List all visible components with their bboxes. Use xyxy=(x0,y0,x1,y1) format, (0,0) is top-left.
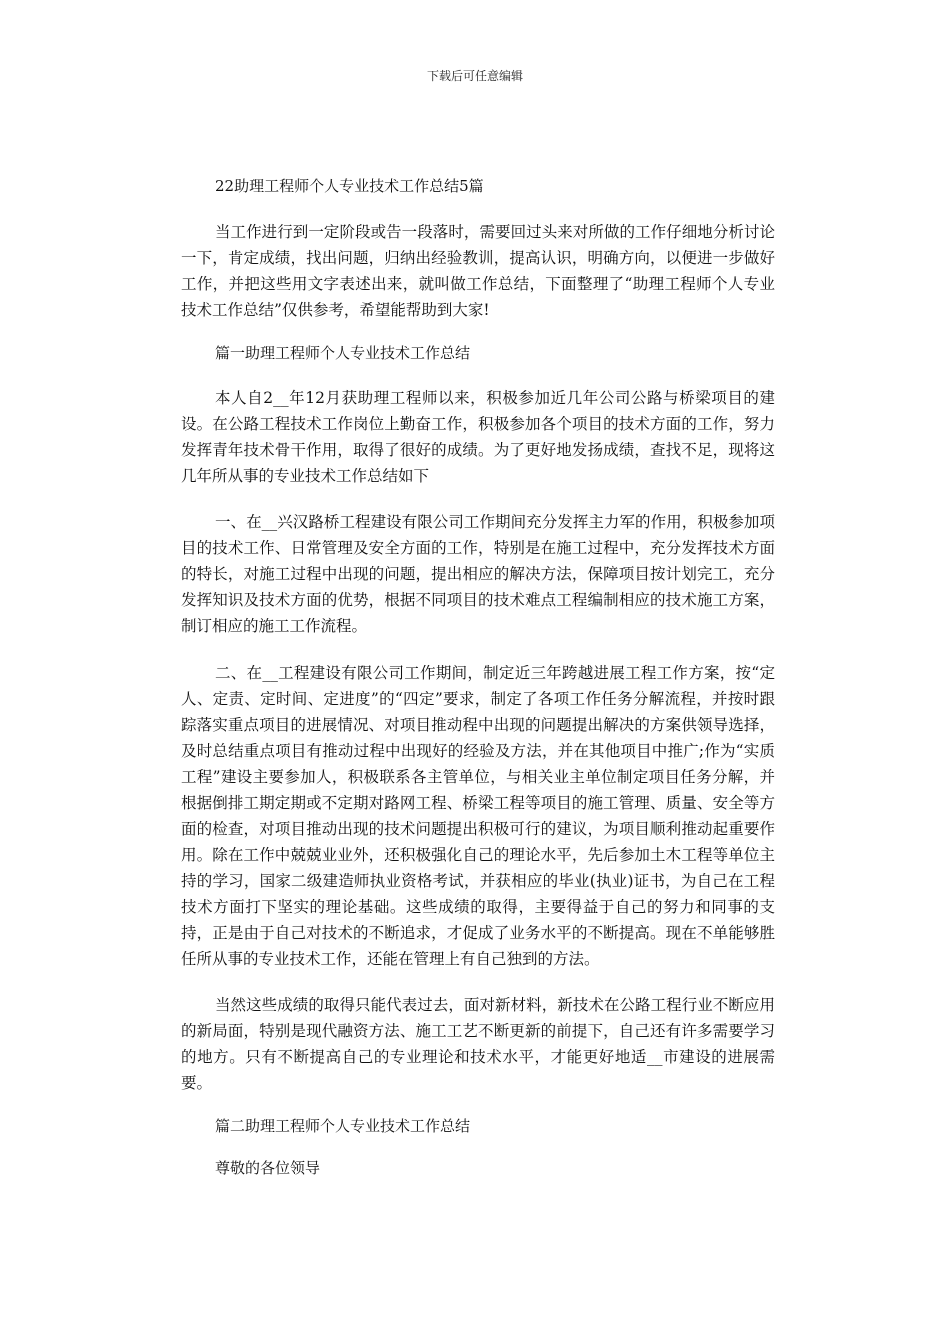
paragraph-1: 本人自2__年12月获助理工程师以来，积极参加近几年公司公路与桥梁项目的建设。在公路工程技术工作岗位上勤奋工作，积极参加各个项目的技术方面的工作，努力发挥青年技术骨干作用，取得了很好的成绩。为了更好地发扬成绩，查找不足，现将这几年所从事的专业技术工作总结如下 xyxy=(181,389,775,485)
intro-paragraph: 当工作进行到一定阶段或告一段落时，需要回过头来对所做的工作仔细地分析讨论一下，肯定成绩，找出问题，归纳出经验教训，提高认识，明确方向，以便进一步做好工作，并把这些用文字表述出来，就叫做工作总结，下面整理了“助理工程师个人专业技术工作总结”仅供参考，希望能帮助到大家! xyxy=(181,223,775,319)
section-heading-2: 篇二助理工程师个人专业技术工作总结 xyxy=(215,1117,471,1135)
document-body xyxy=(181,176,775,1178)
section-heading-1: 篇一助理工程师个人专业技术工作总结 xyxy=(215,344,471,362)
document-title: 22助理工程师个人专业技术工作总结5篇 xyxy=(215,177,484,195)
paragraph-2: 一、在__兴汉路桥工程建设有限公司工作期间充分发挥主力军的作用，积极参加项目的技术工作、日常管理及安全方面的工作，特别是在施工过程中，充分发挥技术方面的特长，对施工过程中出现的问题，提出相应的解决方法，保障项目按计划完工，充分发挥知识及技术方面的优势，根据不同项目的技术难点工程编制相应的技术施工方案，制订相应的施工工作流程。 xyxy=(181,513,775,635)
paragraph-4: 当然这些成绩的取得只能代表过去，面对新材料，新技术在公路工程行业不断应用的新局面，特别是现代融资方法、施工工艺不断更新的前提下，自己还有许多需要学习的地方。只有不断提高自己的专业理论和技术水平，才能更好地适__市建设的进展需要。 xyxy=(181,996,775,1092)
page-header: 下载后可任意编辑 xyxy=(426,69,523,83)
paragraph-3: 二、在__工程建设有限公司工作期间，制定近三年跨越进展工程工作方案，按“定人、定责、定时间、定进度”的“四定”要求，制定了各项工作任务分解流程，并按时跟踪落实重点项目的进展情况、对项目推动程中出现的问题提出解决的方案供领导选择，及时总结重点项目有推动过程中出现好的经验及方法，并在其他项目中推广;作为“实质工程”建设主要参加人，积极联系各主管单位，与相关业主单位制定项目任务分解，并根据倒排工期定期或不定期对路网工程、桥梁工程等项目的施工管理、质量、安全等方面的检查，对项目推动出现的技术问题提出积极可行的建议，为项目顺利推动起重要作用。除在工作中兢兢业业外，还积极强化自己的理论水平，先后参加土木工程等单位主持的学习，国家二级建造师执业资格考试，并获相应的毕业(执业)证书，为自己在工程技术方面打下坚实的理论基础。这些成绩的取得，主要得益于自己的努力和同事的支持，正是由于自己对技术的不断追求，才促成了业务水平的不断提高。现在不单能够胜任所从事的专业技术工作，还能在管理上有自己独到的方法。 xyxy=(181,664,775,968)
salutation: 尊敬的各位领导 xyxy=(215,1159,321,1177)
